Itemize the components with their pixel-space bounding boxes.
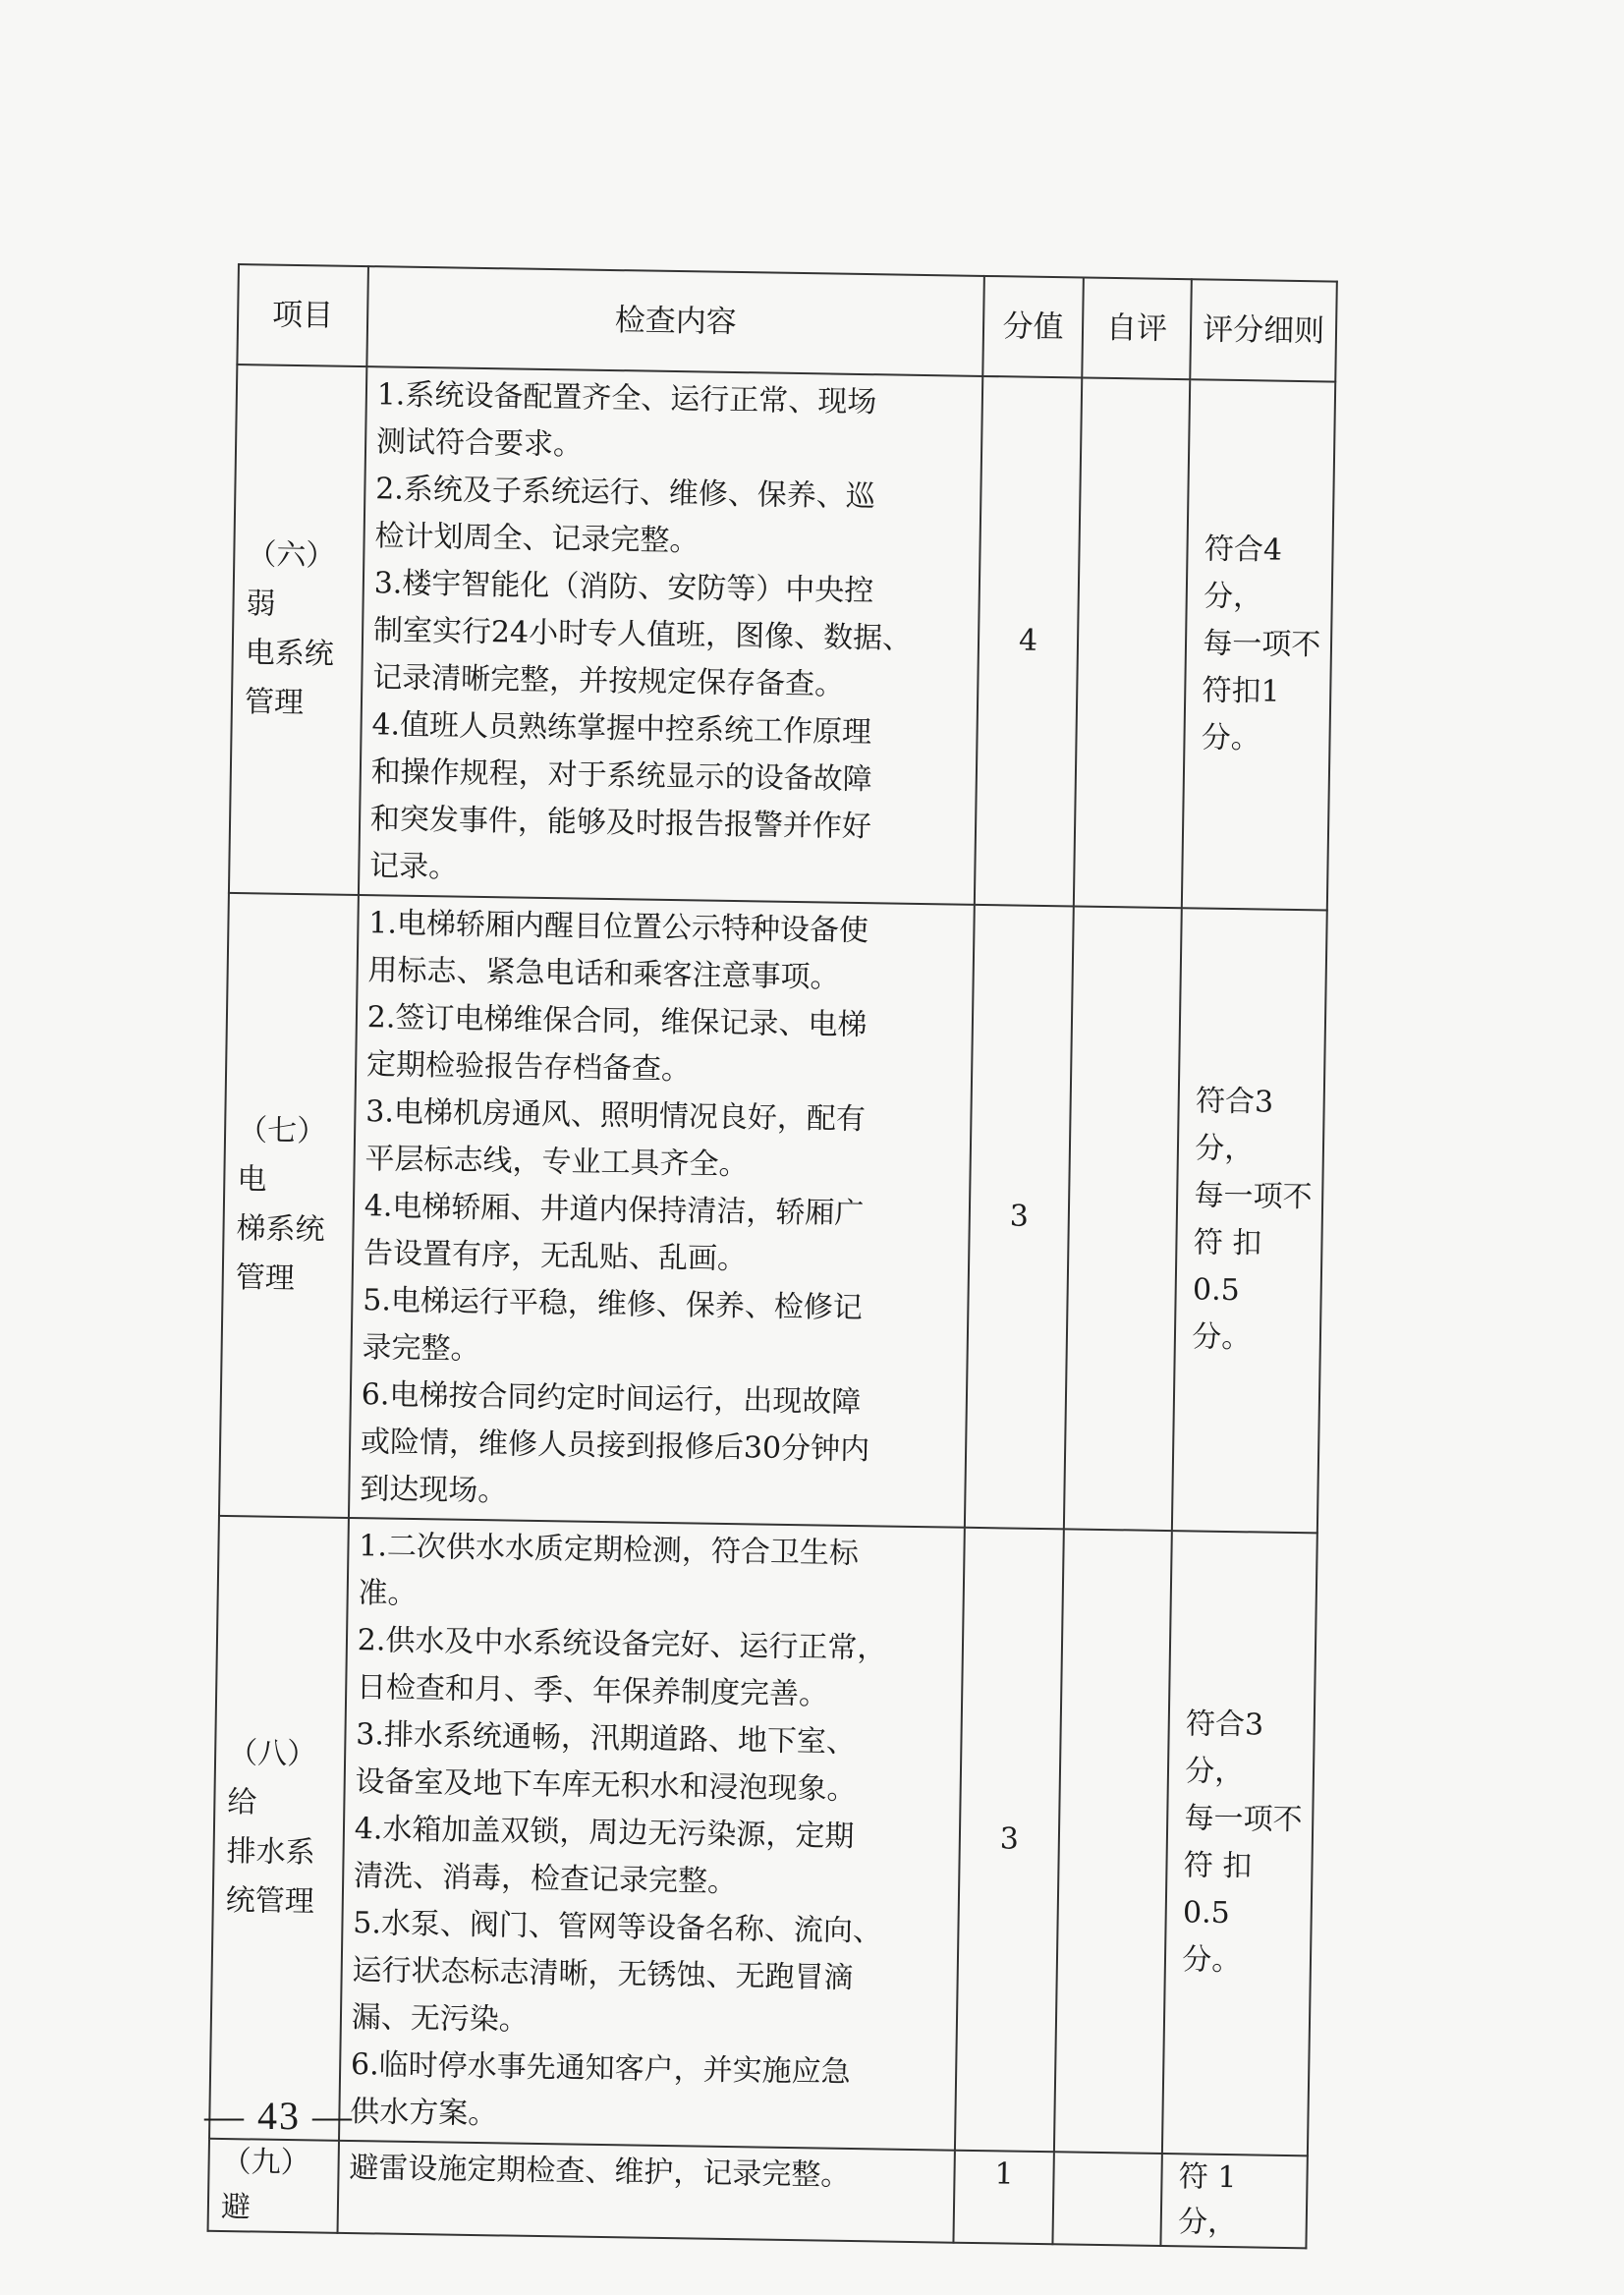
item-cell-line: 电系统 [245,636,335,672]
content-cell-line: 1.二次供水水质定期检测，符合卫生标 [359,1529,860,1572]
item-cell-line: 梯系统 [236,1211,325,1248]
content-cell-line: 2.供水及中水系统设备完好、运行正常， [357,1623,887,1666]
content-cell [349,895,975,1528]
content-cell [359,366,983,905]
content-cell-line: 2.系统及子系统运行、维修、保养、巡 [374,472,876,515]
header-score: 分值 [983,276,1084,378]
content-cell-line: 平层标志线，专业工具齐全。 [364,1142,749,1183]
header-item: 项目 [237,264,367,366]
content-cell-line: 日检查和月、季、年保养制度完善。 [356,1670,829,1712]
rule-cell-line: 符合3分， [1194,1084,1274,1167]
content-cell-line: 3.排水系统通畅，汛期道路、地下室、 [356,1717,857,1761]
header-rule: 评分细则 [1191,279,1337,381]
table-row [229,364,1335,910]
item-cell-line: 统管理 [225,1883,315,1920]
rule-cell [1161,2154,1308,2248]
content-cell-line: 运行状态标志清晰，无锈蚀、无跑冒滴 [352,1953,854,1996]
content-cell-line: 到达现场。 [359,1472,508,1509]
content-cell-line: 制室实行24小时专人值班，图像、数据、 [372,613,913,656]
rule-cell [1172,908,1327,1533]
content-cell-line: 3.电梯机房通风、照明情况良好，配有 [365,1094,867,1138]
rule-cell-line: 符合4分， [1203,532,1283,615]
content-cell-line: 1.系统设备配置齐全、运行正常、现场 [376,377,877,420]
item-cell-line: （九）避 [220,2144,310,2225]
inspection-table [207,263,1338,2249]
page-number: — 43 — [204,2094,354,2138]
item-cell [219,893,359,1518]
rule-cell-line: 符 扣 0.5 [1192,1225,1262,1309]
rule-cell-line: 分。 [1182,1942,1242,1979]
header-content: 检查内容 [366,266,984,376]
content-cell-line: 5.水泵、阀门、管网等设备名称、流向、 [353,1906,883,1949]
rule-cell-line: 符 扣 0.5 [1182,1848,1253,1931]
rule-cell [1182,379,1335,910]
content-cell-line: 和突发事件，能够及时报告报警并作好 [369,802,872,845]
content-cell-line: 4.电梯轿厢、井道内保持清洁，轿厢广 [364,1189,865,1232]
rule-cell-line: 每一项不 [1203,626,1321,663]
header-self-eval: 自评 [1082,278,1192,380]
content-cell-line: 记录。 [368,849,459,885]
content-cell-line: 漏、无污染。 [351,2000,530,2038]
content-cell-line: 6.电梯按合同约定时间运行，出现故障 [361,1377,862,1421]
item-cell-line: 管理 [244,685,305,721]
content-cell-line: 用标志、紧急电话和乘客注意事项。 [367,953,840,995]
rule-cell-line: 符合3分， [1185,1707,1264,1790]
content-cell-line: 告设置有序，无乱贴、乱画。 [363,1236,748,1277]
self-eval-cell [1052,2152,1162,2246]
table-row [208,2139,1308,2249]
rule-cell-line: 符扣1分。 [1201,673,1280,756]
content-cell-line: 记录清晰完整，并按规定保存备查。 [371,660,845,702]
content-cell-line: 1.电梯轿厢内醒目位置公示特种设备使 [368,906,869,949]
content-cell-line: 设备室及地下车库无积水和浸泡现象。 [355,1764,857,1808]
content-cell-line: 测试符合要求。 [375,424,584,463]
item-cell-line: （七）电 [237,1113,327,1198]
content-cell [339,1518,965,2151]
content-cell-line: 5.电梯运行平稳，维修、保养、检修记 [362,1283,864,1326]
score-cell: 3 [955,1528,1063,2152]
rule-cell-line: 每一项不 [1184,1801,1303,1838]
content-cell [337,2141,955,2243]
table-header-row [237,264,1336,382]
content-cell-line: 避雷设施定期检查、维护，记录完整。 [349,2151,851,2194]
content-cell-line: 和操作规程，对于系统显示的设备故障 [370,755,872,798]
self-eval-cell [1063,906,1182,1531]
content-cell-line: 供水方案。 [350,2095,498,2132]
self-eval-cell [1073,378,1190,909]
content-cell-line: 录完整。 [362,1330,480,1368]
rule-cell [1162,1531,1317,2155]
item-cell [209,1516,349,2141]
content-cell-line: 清洗、消毒，检查记录完整。 [353,1859,738,1900]
content-cell-line: 3.楼宇智能化（消防、安防等）中央控 [373,566,874,609]
content-cell-line: 6.临时停水事先通知客户，并实施应急 [350,2047,851,2091]
content-cell-line: 或险情，维修人员接到报修后30分钟内 [360,1425,870,1468]
content-cell-line: 4.水箱加盖双锁，周边无污染源，定期 [354,1812,855,1855]
rule-cell-line: 每一项不 [1194,1178,1313,1215]
item-cell-line: （八）给 [227,1736,317,1820]
self-eval-cell [1053,1529,1172,2154]
content-cell-line: 检计划周全、记录完整。 [374,519,700,559]
content-cell-line: 准。 [358,1576,418,1612]
table-row [209,1516,1317,2155]
content-cell-line: 2.签订电梯维保合同，维保记录、电梯 [366,1000,868,1043]
item-cell-line: （六）弱 [246,537,336,622]
content-cell-line: 定期检验报告存档备查。 [365,1047,692,1088]
item-cell-line: 排水系 [226,1834,315,1871]
score-cell: 1 [954,2151,1054,2245]
table-row [219,893,1327,1533]
score-cell: 4 [975,376,1082,907]
item-cell-line: 管理 [235,1260,296,1297]
item-cell [229,364,366,895]
rule-cell-line: 分。 [1191,1319,1252,1356]
score-cell: 3 [965,905,1073,1529]
item-cell [208,2139,339,2233]
rule-cell-line: 符 1 分， [1177,2159,1238,2241]
content-cell-line: 4.值班人员熟练掌握中控系统工作原理 [371,707,872,751]
